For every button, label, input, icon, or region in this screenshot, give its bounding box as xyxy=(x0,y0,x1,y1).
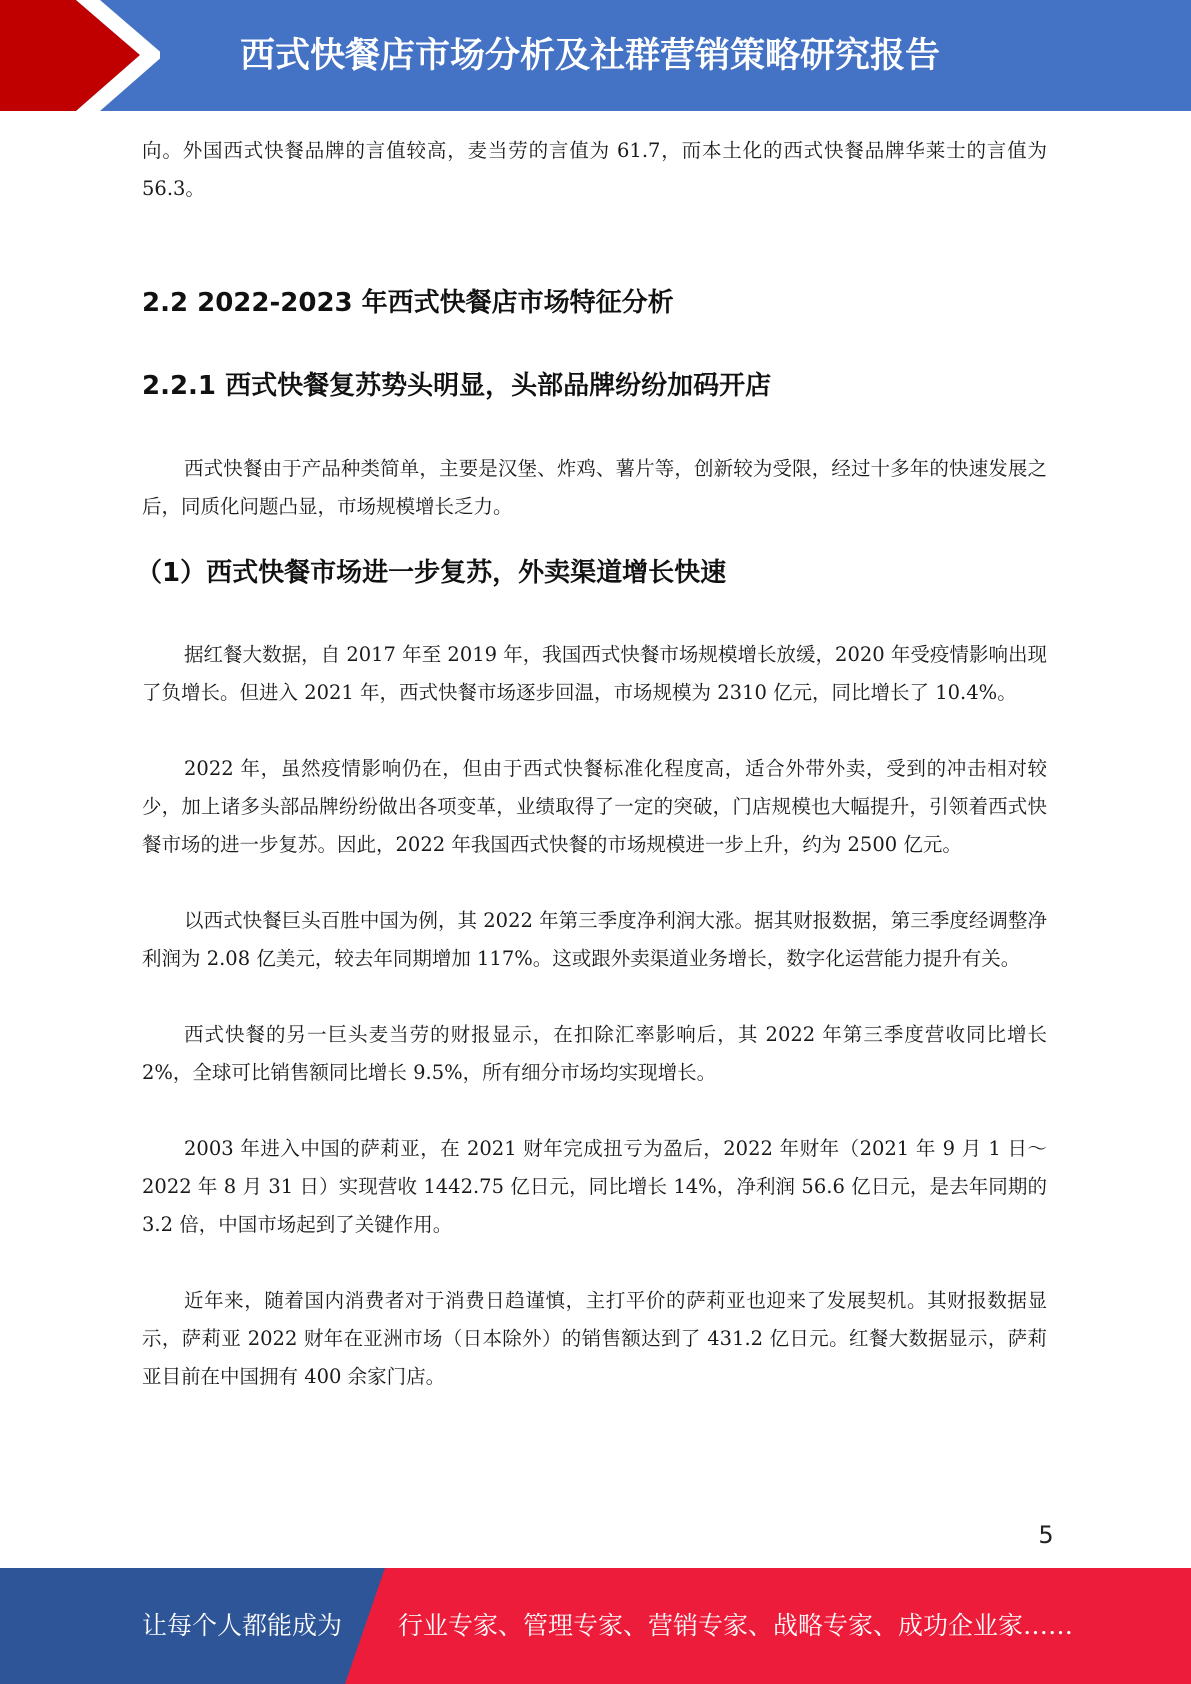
body-paragraph: 据红餐大数据，自 2017 年至 2019 年，我国西式快餐市场规模增长放缓，2020 年受疫情影响出现了负增长。但进入 2021 年，西式快餐市场逐步回温，市场规模为 2310 亿元，同比增长了 10.4%。 xyxy=(142,643,1047,704)
subsection-paragraph: 西式快餐由于产品种类简单，主要是汉堡、炸鸡、薯片等，创新较为受限，经过十多年的快速发展之后，同质化问题凸显，市场规模增长乏力。 xyxy=(142,457,1047,518)
subsection-heading: 2.2.1 西式快餐复苏势头明显，头部品牌纷纷加码开店 xyxy=(142,371,772,401)
body-paragraph: 以西式快餐巨头百胜中国为例，其 2022 年第三季度净利润大涨。据其财报数据，第三季度经调整净利润为 2.08 亿美元，较去年同期增加 117%。这或跟外卖渠道业务增长，数字化运营能力提升有关。 xyxy=(142,909,1047,970)
footer-slogan-left: 让每个人都能成为 xyxy=(142,1611,343,1640)
page-content xyxy=(136,132,1047,1396)
body-paragraph: 2003 年进入中国的萨莉亚，在 2021 财年完成扭亏为盈后，2022 年财年（2021 年 9 月 1 日～2022 年 8 月 31 日）实现营收 1442.75 亿日元，同比增长 14%，净利润 56.6 亿日元，是去年同期的 3.2 倍，中国市场起到了关键作用。 xyxy=(142,1137,1047,1236)
page-number: 5 xyxy=(1038,1521,1054,1549)
report-title: 西式快餐店市场分析及社群营销策略研究报告 xyxy=(240,36,941,76)
intro-paragraph: 向。外国西式快餐品牌的言值较高，麦当劳的言值为 61.7，而本土化的西式快餐品牌华莱士的言值为 56.3。 xyxy=(142,139,1047,200)
footer-slogan-right: 行业专家、管理专家、营销专家、战略专家、成功企业家…… xyxy=(398,1611,1074,1640)
body-paragraph: 西式快餐的另一巨头麦当劳的财报显示，在扣除汇率影响后，其 2022 年第三季度营收同比增长 2%，全球可比销售额同比增长 9.5%，所有细分市场均实现增长。 xyxy=(142,1023,1047,1084)
header-chevron-shape xyxy=(0,0,160,111)
page-header xyxy=(0,0,1191,111)
body-paragraph: 近年来，随着国内消费者对于消费日趋谨慎，主打平价的萨莉亚也迎来了发展契机。其财报数据显示，萨莉亚 2022 财年在亚洲市场（日本除外）的销售额达到了 431.2 亿日元。红餐大数据显示，萨莉亚目前在中国拥有 400 余家门店。 xyxy=(142,1289,1047,1388)
point-heading: （1）西式快餐市场进一步复苏，外卖渠道增长快速 xyxy=(136,558,727,588)
page-footer xyxy=(0,1568,1191,1684)
body-paragraph: 2022 年，虽然疫情影响仍在，但由于西式快餐标准化程度高，适合外带外卖，受到的冲击相对较少，加上诸多头部品牌纷纷做出各项变革，业绩取得了一定的突破，门店规模也大幅提升，引领着西式快餐市场的进一步复苏。因此，2022 年我国西式快餐的市场规模进一步上升，约为 2500 亿元。 xyxy=(142,757,1047,856)
section-heading: 2.2 2022-2023 年西式快餐店市场特征分析 xyxy=(142,288,674,318)
